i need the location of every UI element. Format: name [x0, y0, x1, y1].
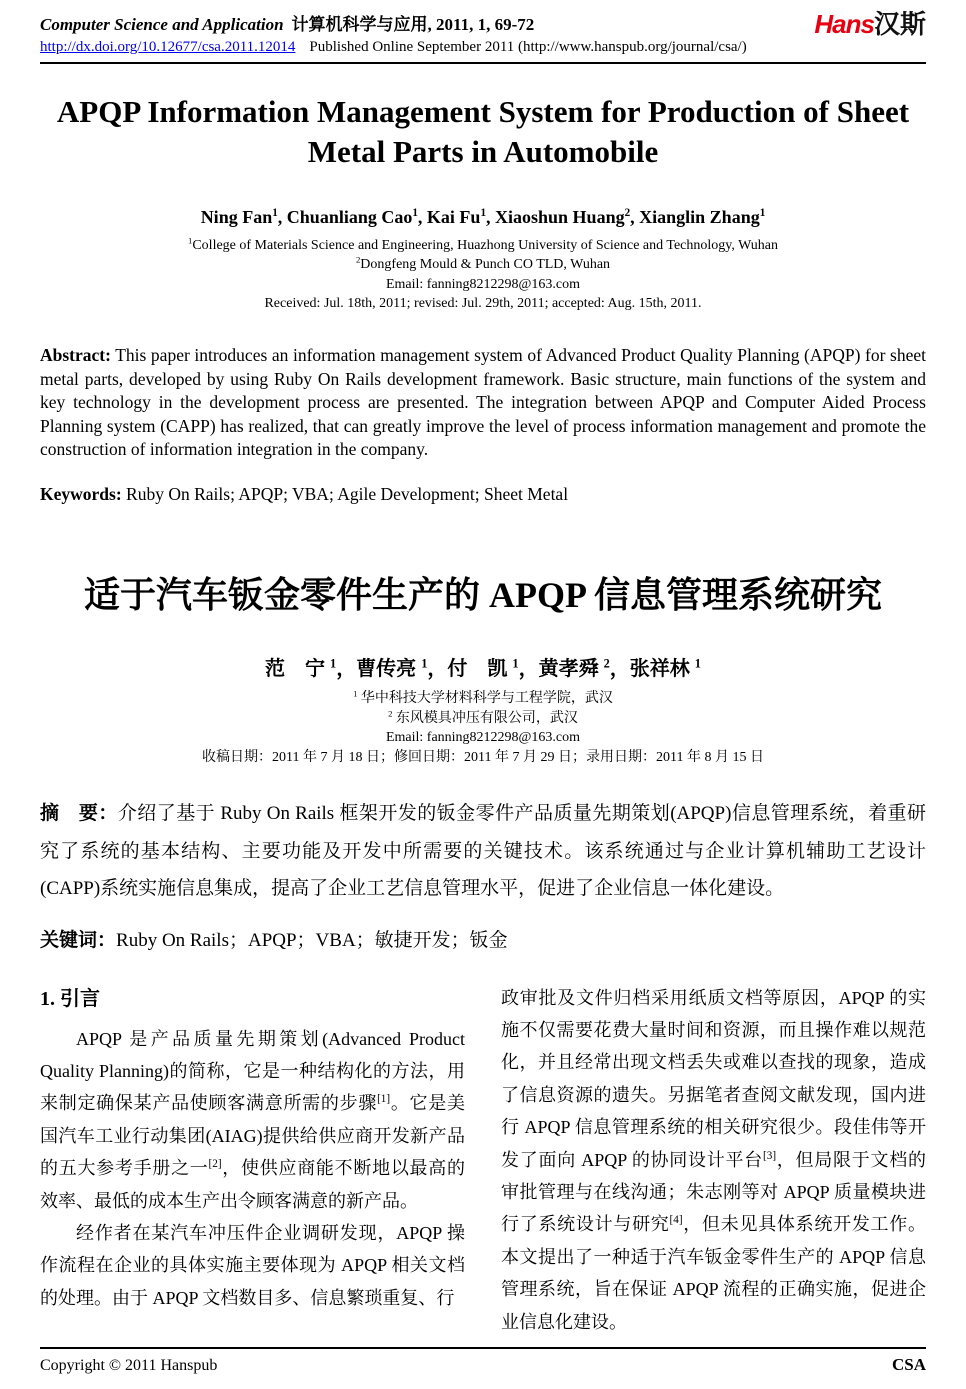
text-segment: College of Materials Science and Engineering, Huazhong University of Science and Technology, Wuhan — [192, 237, 778, 253]
hans-logo-zh: 汉斯 — [873, 9, 926, 39]
superscript-marker: 1 — [759, 206, 766, 219]
paper-title-zh: 适于汽车钣金零件生产的 APQP 信息管理系统研究 — [84, 575, 882, 616]
text-segment: 政审批及文件归档采用纸质文档等原因，APQP 的实施不仅需要花费大量时间和资源，而且操作难以规范化，并且经常出现文档丢失或难以查找的现象，造成了信息资源的遗失。另据笔者查阅文献发现，国内进行 APQP 信息管理系统的相关研究很少。段佳伟等开发了面向 APQP 的协同设计平台 — [501, 987, 926, 1170]
text-segment: ，付 凯 — [427, 658, 513, 681]
superscript-marker: 1 — [412, 206, 418, 219]
received-line — [40, 294, 926, 314]
journal-name-zh: 计算机科学与应用, 2011, 1, 69-72 — [291, 15, 535, 34]
text-segment: ，张祥林 — [609, 658, 695, 681]
superscript-marker: 1 — [421, 656, 428, 671]
published-online-text: Published Online September 2011 (http://www.hanspub.org/journal/csa/) — [309, 39, 747, 55]
affiliation-line — [40, 255, 926, 275]
keywords-en — [40, 484, 926, 505]
text-segment: Email: fanning8212298@163.com — [385, 276, 581, 292]
text-segment: 华中科技大学材料科学与工程学院，武汉 — [357, 691, 613, 707]
superscript-marker: 2 — [388, 708, 393, 719]
superscript-marker: [2] — [208, 1158, 222, 1171]
text-segment: APQP 是产品质量先期策划(Advanced Product Quality Planning)的简称，它是一种结构化的方法，用来制定确保某产品使顾客满意所需的步骤 — [40, 1028, 465, 1114]
keywords-zh-label: 关键词： — [40, 929, 117, 951]
keywords-label: Keywords: — [40, 484, 122, 505]
superscript-marker: 2 — [355, 254, 361, 265]
dates-line — [40, 748, 926, 768]
body-columns — [40, 982, 926, 1338]
copyright-text: Copyright © 2011 Hanspub — [40, 1357, 218, 1374]
superscript-marker: [1] — [377, 1093, 391, 1106]
abstract-en — [40, 344, 926, 462]
affiliation-line — [40, 689, 926, 709]
affiliations-zh — [40, 689, 926, 767]
abstract-zh-text: 介绍了基于 Ruby On Rails 框架开发的钣金零件产品质量先期策划(APQP)信息管理系统，着重研究了系统的基本结构、主要功能及开发中所需要的关键技术。该系统通过与企业计算机辅助工艺设计(CAPP)系统实施信息集成，提高了企业工艺信息管理水平，促进了企业信息一体化建设。 — [40, 803, 926, 899]
email-line — [40, 728, 926, 748]
keywords-zh — [40, 925, 926, 952]
superscript-marker: 1 — [272, 206, 278, 219]
superscript-marker: 1 — [188, 234, 193, 245]
section-heading: 1. 引言 — [40, 987, 100, 1010]
authors-zh — [40, 652, 926, 681]
text-segment: 。它是美国汽车工业行动集团(AIAG)提供给供应商开发新产品的五大参考手册之一 — [40, 1093, 465, 1179]
authors-en — [40, 207, 926, 228]
keywords-text: Ruby On Rails; APQP; VBA; Agile Development; Sheet Metal — [121, 484, 569, 505]
hans-logo-latin: Hans — [814, 9, 874, 39]
text-segment: 经作者在某汽车冲压件企业调研发现，APQP 操作流程在企业的具体实施主要体现为 APQP 相关文档的处理。由于 APQP 文档数目多、信息繁琐重复、行 — [40, 1222, 465, 1308]
text-segment: , Chuanliang Cao — [277, 206, 413, 227]
superscript-marker: 1 — [329, 656, 337, 671]
hans-logo — [814, 10, 926, 39]
journal-header — [40, 10, 926, 56]
paragraph-intro-2 — [40, 1217, 465, 1314]
superscript-marker: 1 — [512, 656, 519, 671]
text-segment: ，但未见具体系统开发工作。本文提出了一种适于汽车钣金零件生产的 APQP 信息管理系统，旨在保证 APQP 流程的正确实施，促进企业信息化建设。 — [501, 1214, 927, 1332]
text-segment: Ning Fan — [200, 206, 273, 227]
superscript-marker: 1 — [694, 656, 701, 671]
text-segment: 范 宁 — [264, 658, 330, 681]
right-column — [501, 982, 926, 1338]
text-segment: 收稿日期：2011 年 7 月 18 日；修回日期：2011 年 7 月 29 日；录用日期：2011 年 8 月 15 日 — [202, 749, 764, 765]
doi-line — [40, 39, 747, 56]
journal-title-line — [40, 10, 747, 35]
header-divider — [40, 62, 926, 64]
abstract-zh — [40, 795, 926, 906]
text-segment: ，曹传亮 — [336, 658, 422, 681]
affiliations-en — [40, 236, 926, 314]
journal-name-en: Computer Science and Application — [40, 15, 284, 34]
text-segment: , Xianglin Zhang — [630, 206, 760, 227]
journal-info — [40, 10, 747, 56]
superscript-marker: 2 — [603, 656, 610, 671]
text-segment: 东风模具冲压有限公司，武汉 — [392, 710, 578, 726]
doi-link[interactable]: http://dx.doi.org/10.12677/csa.2011.12014 — [40, 39, 296, 55]
text-segment: ，但局限于文档的审批管理与在线沟通；朱志刚等对 APQP 质量模块进行了系统设计与研究 — [501, 1149, 926, 1235]
text-segment: Received: Jul. 18th, 2011; revised: Jul. 29th, 2011; accepted: Aug. 15th, 2011. — [264, 296, 702, 312]
keywords-zh-text: Ruby On Rails；APQP；VBA；敏捷开发；钣金 — [116, 929, 508, 951]
paragraph-intro-1 — [40, 1023, 465, 1217]
text-segment: Dongfeng Mould & Punch CO TLD, Wuhan — [360, 257, 611, 273]
superscript-marker: 1 — [480, 206, 487, 219]
text-segment: ，黄孝舜 — [518, 658, 604, 681]
text-segment: , Xiaoshun Huang — [486, 206, 625, 227]
text-segment: ，使供应商能不断地以最高的效率、最低的成本生产出令顾客满意的新产品。 — [40, 1158, 466, 1211]
journal-abbr: CSA — [891, 1355, 926, 1374]
affiliation-line — [40, 236, 926, 256]
superscript-marker: 1 — [353, 688, 358, 699]
superscript-marker: [3] — [763, 1149, 777, 1162]
paragraph-intro-3 — [501, 982, 926, 1338]
abstract-label: Abstract: — [40, 344, 111, 365]
email-line — [40, 275, 926, 295]
text-segment: Email: fanning8212298@163.com — [385, 730, 581, 746]
page-footer — [40, 1347, 926, 1375]
left-column — [40, 982, 465, 1338]
superscript-marker: [4] — [669, 1214, 683, 1227]
superscript-marker: 2 — [624, 206, 631, 219]
affiliation-line — [40, 709, 926, 729]
abstract-zh-label: 摘 要： — [40, 803, 118, 825]
text-segment: , Kai Fu — [417, 206, 481, 227]
paper-title-en: APQP Information Management System for Production of Sheet Metal Parts in Automobile — [56, 94, 910, 170]
abstract-text: This paper introduces an information management system of Advanced Product Quality Planning (APQP) for sheet metal parts, developed by using Ruby On Rails development framework. Basic structure, main functions of the system and key technology in the development process are presented. The integration between APQP and Computer Aided Process Planning system (CAPP) has realized, that can greatly improve the level of process information management and promote the construction of information integration in the company. — [40, 344, 926, 460]
